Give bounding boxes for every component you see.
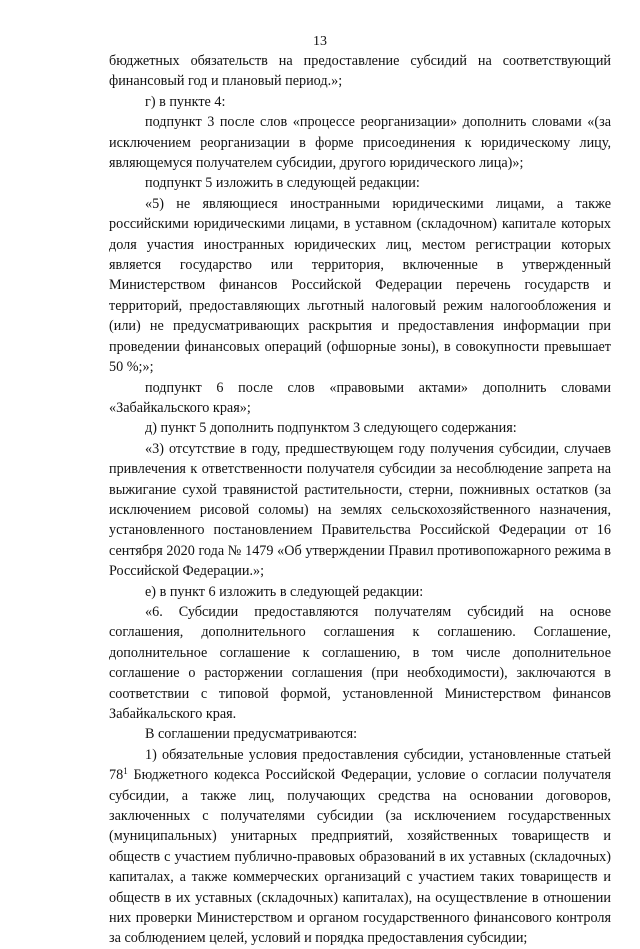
paragraph-item-g: г) в пункте 4:	[145, 93, 226, 110]
paragraph-subitem-3-text: «3) отсутствие в году, предшествующем году получения субсидии, случаев привлечения к ответственности получателя субсидии за несоблюдение запрета на выжигание сухой травянистой растительности, стерни, пожнивных остатков (за исключением рисовой соломы) на землях сельскохозяйственного назначения, установленного постановлением Правительства Российской Федерации от 16 сентября 2020 года № 1479 «Об утверждении Правил противопожарного режима в Российской Федерации.»;	[109, 440, 611, 580]
document-body	[109, 51, 611, 949]
paragraph-item-d: д) пункт 5 дополнить подпунктом 3 следующего содержания:	[145, 420, 517, 437]
paragraph-subitem-5-text: «5) не являющиеся иностранными юридическими лицами, а также российскими юридическими лицами, в уставном (складочном) капитале которых доля участия иностранных юридических лиц, местом регистрации которых является государство или территория, включенные в утвержденный Министерством финансов Российской Федерации перечень государств и территорий, предоставляющих льготный налоговый режим налогообложения и (или) не предусматривающих раскрытия и предоставления информации при проведении финансовых операций (офшорные зоны), в совокупности превышает 50 %;»;	[109, 195, 611, 376]
condition-1-text-start: 1) обязательные условия предоставления субсидии, установленные статьей 78	[109, 746, 611, 784]
paragraph-continuation: бюджетных обязательств на предоставление субсидий на соответствующий финансовый год и плановый период.»;	[109, 53, 611, 90]
condition-1-text-end: Бюджетного кодекса Российской Федерации, условие о согласии получателя субсидии, а также лиц, получающих средства на основании договоров, заключенных с получателями субсидии (за исключением государственных (муниципальных) унитарных предприятий, хозяйственных товариществ и обществ с участием публично-правовых образований в их уставных (складочных) капиталах, а также коммерческих организаций с участием таких товариществ и обществ в их уставных (складочных) капиталах), на осуществление в отношении них проверки Министерством и органом государственного финансового контроля за соблюдением целей, условий и порядка предоставления субсидии;	[109, 767, 611, 947]
paragraph-agreement-condition-1	[109, 745, 611, 949]
page-number: 13	[313, 34, 327, 49]
paragraph-subitem-6-amend: подпункт 6 после слов «правовыми актами» дополнить словами «Забайкальского края»;	[109, 379, 611, 416]
paragraph-subitem-5-intro: подпункт 5 изложить в следующей редакции:	[145, 175, 420, 192]
paragraph-subitem-3-amend: подпункт 3 после слов «процессе реорганизации» дополнить словами «(за исключением реорганизации в форме присоединения к юридическому лицу, являющемуся получателем субсидии, другого юридического лица)»;	[109, 114, 611, 172]
paragraph-agreement-intro: В соглашении предусматриваются:	[145, 726, 358, 743]
paragraph-point-6-text: «6. Субсидии предоставляются получателям субсидий на основе соглашения, дополнительного соглашения к соглашению. Соглашение, дополнительное соглашение к соглашению, в том числе дополнительное соглашение о расторжении соглашения (при необходимости), заключаются в соответствии с типовой формой, установленной Министерством финансов Забайкальского края.	[109, 603, 611, 722]
article-superscript: 1	[123, 766, 128, 777]
paragraph-item-e: е) в пункт 6 изложить в следующей редакции:	[145, 583, 424, 600]
